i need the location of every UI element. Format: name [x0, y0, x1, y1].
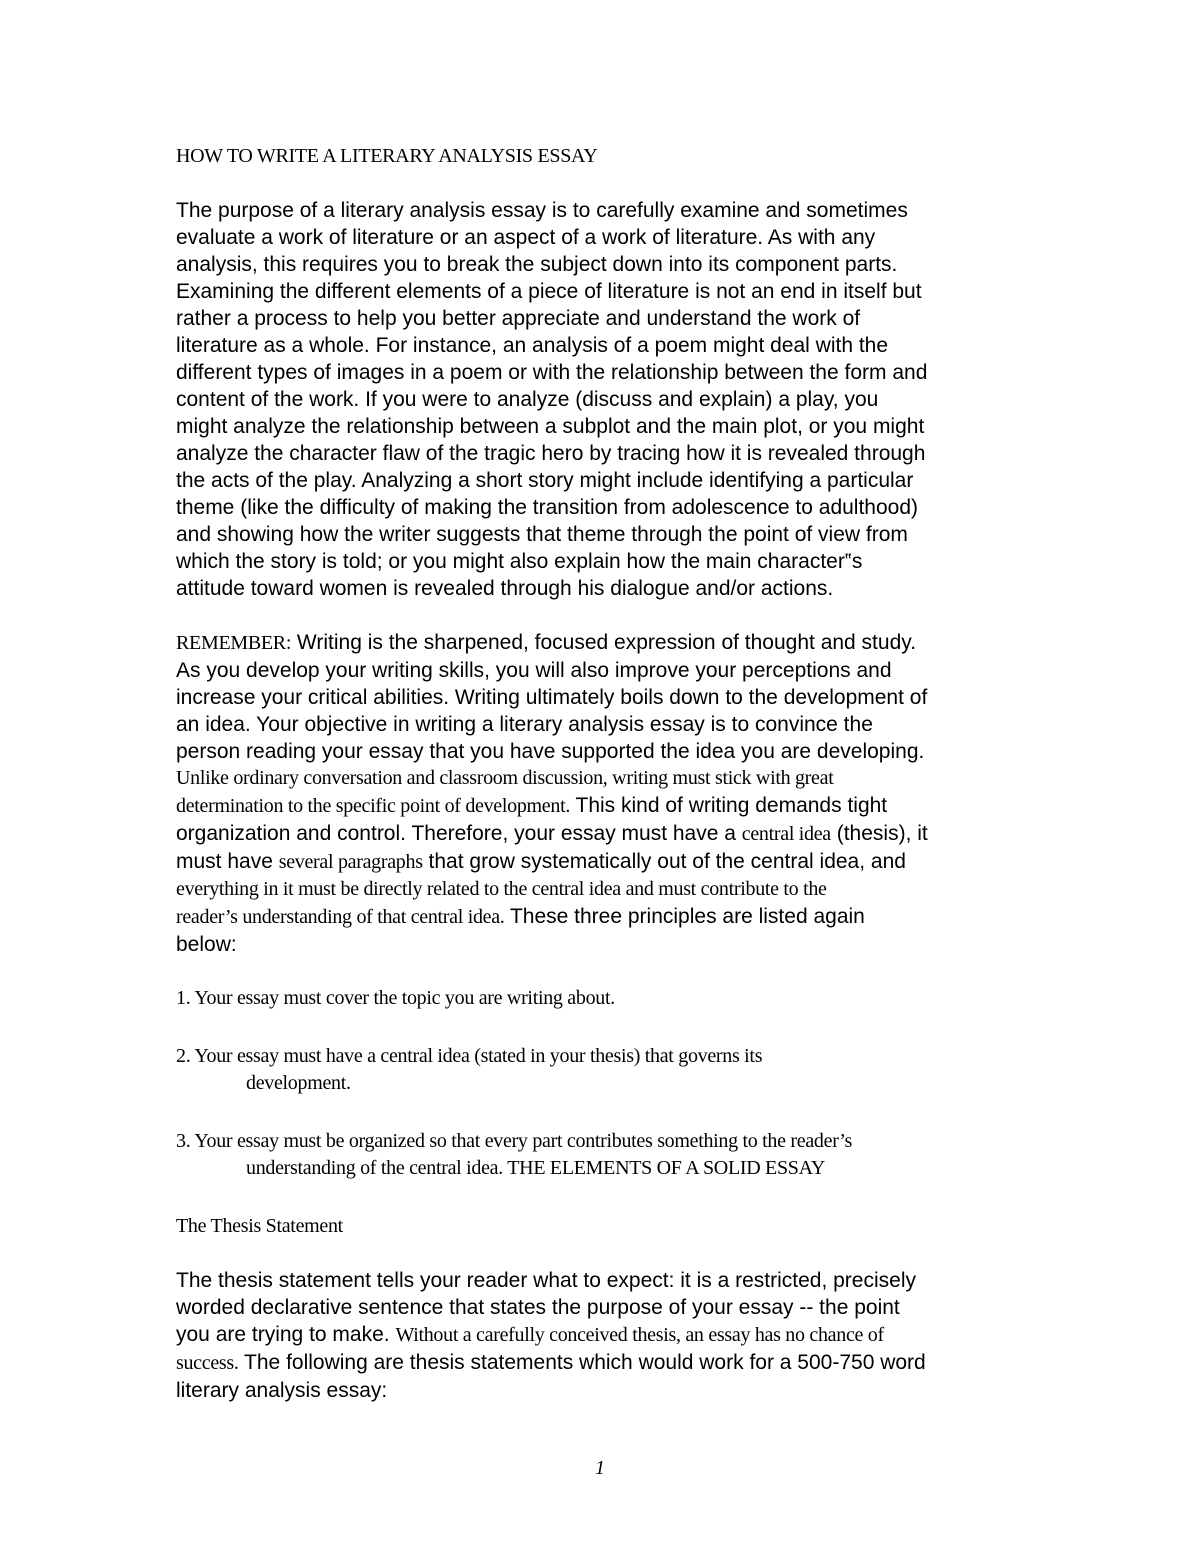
- text-line: [176, 792, 1036, 820]
- text-line: [176, 820, 1036, 848]
- text-span: Without a carefully conceived thesis, an essay has no chance of: [395, 1324, 884, 1346]
- list-item-continuation: understanding of the central idea. THE ELEMENTS OF A SOLID ESSAY: [246, 1157, 826, 1179]
- text-line: analysis, this requires you to break the subject down into its component parts.: [176, 253, 898, 276]
- text-span: that grow systematically out of the central idea, and: [422, 850, 906, 873]
- text-span: determination to the specific point of development.: [176, 795, 571, 817]
- document-page: [176, 143, 1036, 1431]
- text-line: which the story is told; or you might also explain how the main character‟s: [176, 550, 863, 573]
- text-line: person reading your essay that you have supported the idea you are developing.: [176, 740, 925, 763]
- text-line: Unlike ordinary conversation and classroom discussion, writing must stick with great: [176, 767, 834, 789]
- text-line: worded declarative sentence that states the purpose of your essay -- the point: [176, 1296, 900, 1319]
- section-heading: The Thesis Statement: [176, 1215, 343, 1237]
- text-span: you are trying to make.: [176, 1323, 396, 1346]
- text-line: rather a process to help you better appreciate and understand the work of: [176, 307, 861, 330]
- list-item: [176, 1128, 1036, 1182]
- text-line: everything in it must be directly related to the central idea and must contribute to the: [176, 878, 827, 900]
- text-line: [176, 848, 1036, 876]
- text-line: [176, 1349, 1036, 1377]
- text-line: attitude toward women is revealed through his dialogue and/or actions.: [176, 577, 834, 600]
- text-line: increase your critical abilities. Writing ultimately boils down to the development of: [176, 686, 928, 709]
- text-span: This kind of writing demands tight: [570, 794, 888, 817]
- list-item-continuation: development.: [246, 1072, 351, 1094]
- text-line: below:: [176, 933, 237, 956]
- text-line: and showing how the writer suggests that theme through the point of view from: [176, 523, 908, 546]
- text-line: [176, 903, 1036, 931]
- text-line: literary analysis essay:: [176, 1379, 388, 1402]
- text-line: The purpose of a literary analysis essay is to carefully examine and sometimes: [176, 199, 908, 222]
- text-line: analyze the character flaw of the tragic hero by tracing how it is revealed through: [176, 442, 926, 465]
- text-line: the acts of the play. Analyzing a short story might include identifying a particular: [176, 469, 914, 492]
- text-line: an idea. Your objective in writing a literary analysis essay is to convince the: [176, 713, 873, 736]
- text-line: [176, 1321, 1036, 1349]
- text-line: theme (like the difficulty of making the transition from adolescence to adulthood): [176, 496, 919, 519]
- remember-label: REMEMBER:: [176, 632, 292, 654]
- remember-paragraph: [176, 629, 1036, 958]
- text-span: These three principles are listed again: [504, 905, 865, 928]
- text-span: The following are thesis statements which would work for a 500-750 word: [238, 1351, 926, 1374]
- text-span: central idea: [741, 823, 831, 845]
- text-line: different types of images in a poem or with the relationship between the form and: [176, 361, 928, 384]
- text-span: (thesis), it: [830, 822, 928, 845]
- text-span: organization and control. Therefore, your essay must have a: [176, 822, 742, 845]
- text-span: several paragraphs: [278, 851, 423, 873]
- text-span: must have: [176, 850, 279, 873]
- list-item-text: 1. Your essay must cover the topic you are writing about.: [176, 987, 615, 1009]
- list-item: [176, 1043, 1036, 1097]
- page-number: 1: [595, 1457, 605, 1479]
- list-item-text: 2. Your essay must have a central idea (stated in your thesis) that governs its: [176, 1045, 763, 1067]
- text-line: evaluate a work of literature or an aspect of a work of literature. As with any: [176, 226, 876, 249]
- text-line: The thesis statement tells your reader what to expect: it is a restricted, precisely: [176, 1269, 916, 1292]
- text-line: might analyze the relationship between a subplot and the main plot, or you might: [176, 415, 925, 438]
- list-item-text: 3. Your essay must be organized so that every part contributes something to the reader’s: [176, 1130, 853, 1152]
- text-span: reader’s understanding of that central idea.: [176, 906, 505, 928]
- text-line: Examining the different elements of a piece of literature is not an end in itself but: [176, 280, 922, 303]
- thesis-paragraph: [176, 1267, 1036, 1404]
- intro-paragraph: [176, 197, 1036, 602]
- text-span: success.: [176, 1352, 239, 1374]
- text-span: Writing is the sharpened, focused expression of thought and study.: [291, 631, 917, 654]
- text-line: As you develop your writing skills, you will also improve your perceptions and: [176, 659, 892, 682]
- text-line: content of the work. If you were to analyze (discuss and explain) a play, you: [176, 388, 879, 411]
- list-item: [176, 985, 1036, 1012]
- document-title: HOW TO WRITE A LITERARY ANALYSIS ESSAY: [176, 145, 598, 167]
- text-line: literature as a whole. For instance, an analysis of a poem might deal with the: [176, 334, 889, 357]
- text-line: [176, 629, 1036, 657]
